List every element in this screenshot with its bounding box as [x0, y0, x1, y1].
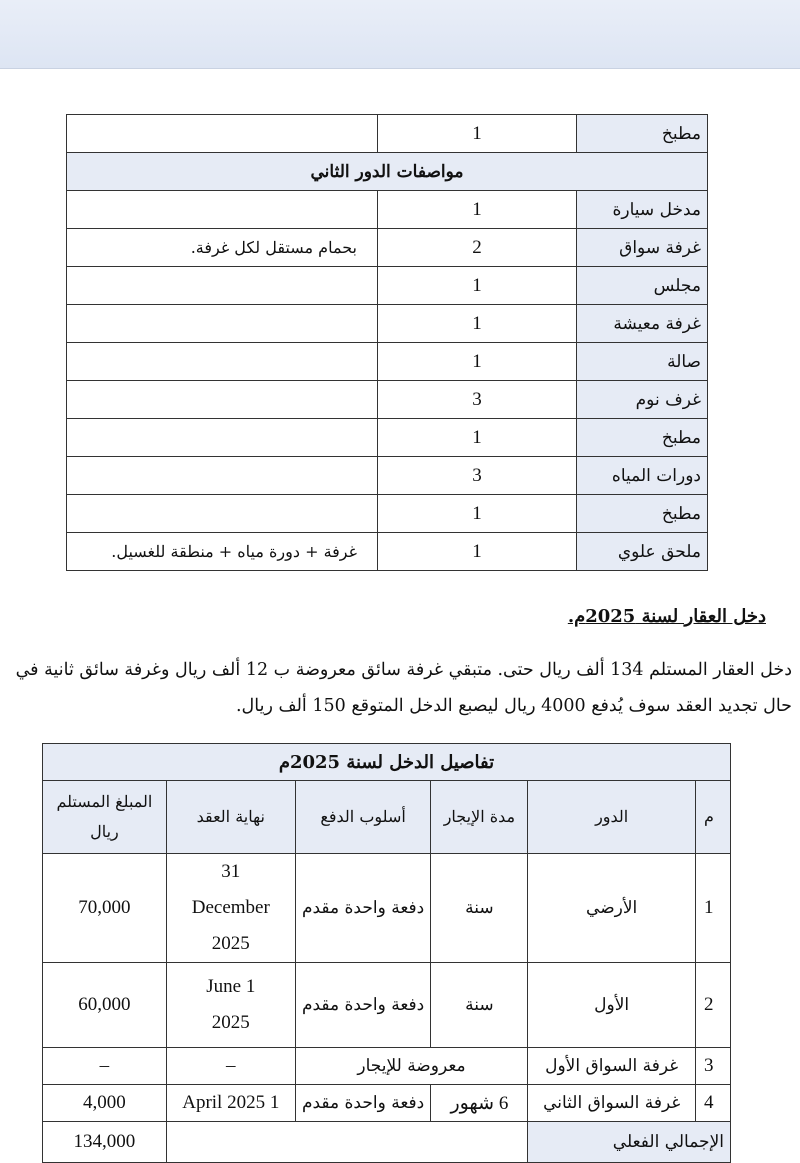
amount-cell: –: [43, 1048, 167, 1085]
table-row: [67, 191, 708, 229]
duration-cell: سنة: [431, 854, 528, 963]
floor-cell: الأرضي: [528, 854, 696, 963]
table-row: [67, 305, 708, 343]
floor-cell: الأول: [528, 963, 696, 1048]
end-cell: [166, 854, 295, 963]
section-row: [67, 153, 708, 191]
total-amount: 134,000: [43, 1122, 167, 1163]
floor-specs-table: [66, 114, 708, 571]
total-label: الإجمالي الفعلي: [528, 1122, 731, 1163]
end-line: 31: [221, 861, 241, 882]
notes-cell: [67, 115, 378, 153]
notes-cell: [67, 381, 378, 419]
end-line: 1 June: [206, 976, 256, 997]
count-cell: 1: [378, 305, 577, 343]
row-number: 4: [696, 1085, 731, 1122]
count-cell: 1: [378, 267, 577, 305]
floor-cell: غرفة السواق الثاني: [528, 1085, 696, 1122]
end-line: 2025: [211, 933, 250, 954]
notes-cell: [67, 191, 378, 229]
notes-cell: [67, 457, 378, 495]
label-cell: غرف نوم: [577, 381, 708, 419]
notes-cell: [67, 267, 378, 305]
count-cell: 3: [378, 457, 577, 495]
table-row: [67, 115, 708, 153]
section-title: مواصفات الدور الثاني: [67, 153, 708, 191]
floor-cell: غرفة السواق الأول: [528, 1048, 696, 1085]
header-end: نهاية العقد: [166, 781, 295, 854]
table-row: [43, 854, 731, 963]
header-payment: أسلوب الدفع: [295, 781, 431, 854]
row-number: 3: [696, 1048, 731, 1085]
notes-cell: بحمام مستقل لكل غرفة.: [67, 229, 378, 267]
label-cell: صالة: [577, 343, 708, 381]
label-cell: غرفة سواق: [577, 229, 708, 267]
amount-cell: 4,000: [43, 1085, 167, 1122]
payment-cell: دفعة واحدة مقدم: [295, 854, 431, 963]
header-floor: الدور: [528, 781, 696, 854]
status-cell: معروضة للإيجار: [295, 1048, 528, 1085]
table-row: [67, 343, 708, 381]
end-cell: 1 April 2025: [166, 1085, 295, 1122]
table-row: [67, 381, 708, 419]
row-number: 2: [696, 963, 731, 1048]
label-cell: مجلس: [577, 267, 708, 305]
notes-cell: [67, 419, 378, 457]
total-empty-cell: [166, 1122, 527, 1163]
count-cell: 1: [378, 495, 577, 533]
end-line: 2025: [211, 1012, 250, 1033]
table-title: تفاصيل الدخل لسنة 2025م: [43, 744, 731, 781]
table-row: [67, 419, 708, 457]
table-title-row: [43, 744, 731, 781]
table-row: [67, 457, 708, 495]
income-details-table: [42, 743, 731, 1163]
table-row: [43, 1085, 731, 1122]
end-line: December: [191, 897, 270, 918]
header-duration: مدة الإيجار: [431, 781, 528, 854]
row-number: 1: [696, 854, 731, 963]
count-cell: 1: [378, 343, 577, 381]
header-amount: [43, 781, 167, 854]
header-amount-line1: المبلغ المستلم: [56, 792, 153, 811]
label-cell: مطبخ: [577, 495, 708, 533]
notes-cell: [67, 343, 378, 381]
count-cell: 3: [378, 381, 577, 419]
label-cell: ملحق علوي: [577, 533, 708, 571]
label-cell: مطبخ: [577, 115, 708, 153]
duration-cell: 6 شهور: [431, 1085, 528, 1122]
page-header-band: [0, 0, 800, 69]
count-cell: 1: [378, 533, 577, 571]
table-row: [43, 963, 731, 1048]
label-cell: مدخل سيارة: [577, 191, 708, 229]
table-row: [43, 1048, 731, 1085]
notes-cell: غرفة + دورة مياه + منطقة للغسيل.: [67, 533, 378, 571]
end-cell: –: [166, 1048, 295, 1085]
table-row: [67, 229, 708, 267]
header-amount-line2: ريال: [90, 822, 119, 841]
income-heading: دخل العقار لسنة 2025م.: [567, 606, 766, 627]
header-num: م: [696, 781, 731, 854]
label-cell: مطبخ: [577, 419, 708, 457]
count-cell: 1: [378, 115, 577, 153]
table-header-row: [43, 781, 731, 854]
payment-cell: دفعة واحدة مقدم: [295, 963, 431, 1048]
notes-cell: [67, 495, 378, 533]
table-row: [67, 533, 708, 571]
payment-cell: دفعة واحدة مقدم: [295, 1085, 431, 1122]
table-row: [67, 495, 708, 533]
table-row: [67, 267, 708, 305]
duration-cell: سنة: [431, 963, 528, 1048]
notes-cell: [67, 305, 378, 343]
total-row: [43, 1122, 731, 1163]
count-cell: 1: [378, 419, 577, 457]
label-cell: دورات المياه: [577, 457, 708, 495]
count-cell: 2: [378, 229, 577, 267]
label-cell: غرفة معيشة: [577, 305, 708, 343]
amount-cell: 70,000: [43, 854, 167, 963]
amount-cell: 60,000: [43, 963, 167, 1048]
end-cell: [166, 963, 295, 1048]
count-cell: 1: [378, 191, 577, 229]
income-paragraph: دخل العقار المستلم 134 ألف ريال حتى. متبقي غرفة سائق معروضة ب 12 ألف ريال وغرفة سائق ثانية في حال تجديد العقد سوف يُدفع 4000 ريال ليصبع الدخل المتوقع 150 ألف ريال.: [15, 660, 792, 716]
